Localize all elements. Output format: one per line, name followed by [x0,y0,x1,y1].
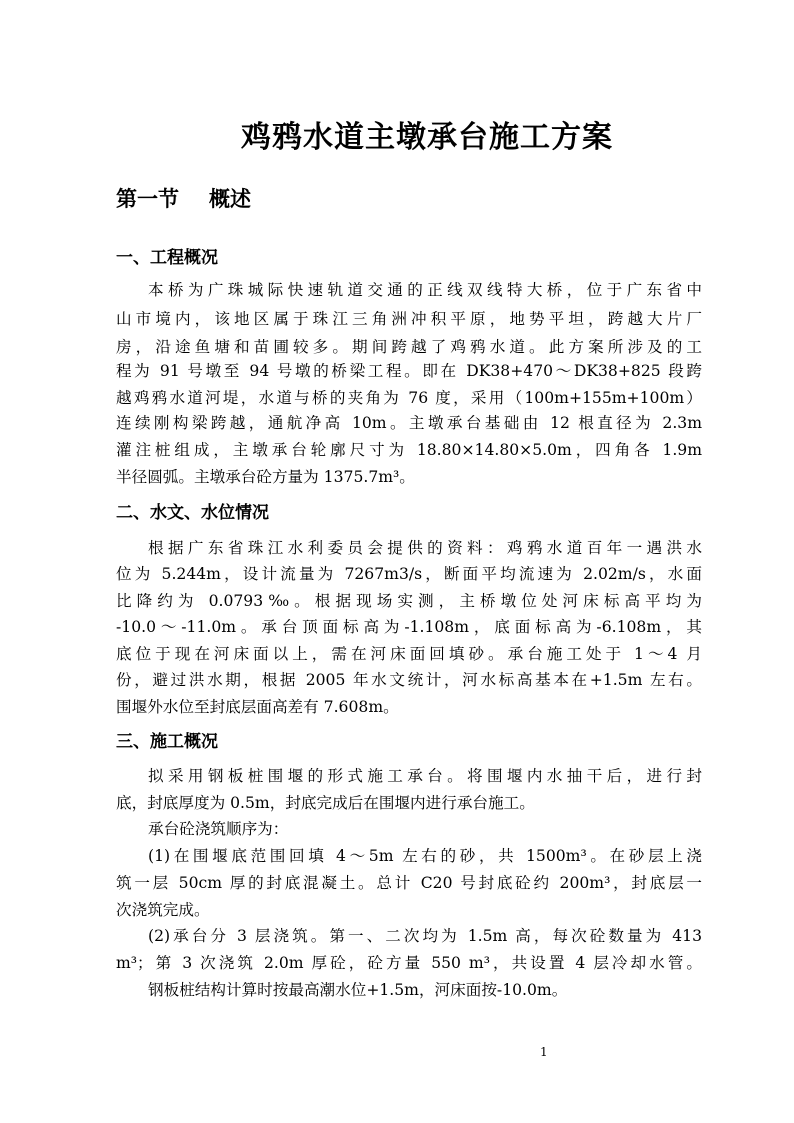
paragraph-line: 筑一层 50cm 厚的封底混凝土。总计 C20 号封底砼约 200m³，封底层一 [116,874,702,892]
heading-construction-overview: 三、施工概况 [116,732,218,752]
paragraph-line: 比降约为 0.0793‰。根据现场实测，主桥墩位处河床标高平均为 [116,592,702,610]
paragraph-line: (1)在围堰底范围回填 4～5m 左右的砂，共 1500m³。在砂层上浇 [148,847,702,865]
paragraph-line: 本桥为广珠城际快速轨道交通的正线双线特大桥，位于广东省中 [148,281,702,299]
paragraph-line: 连续刚构梁跨越，通航净高 10m。主墩承台基础由 12 根直径为 2.3m [116,414,702,432]
paragraph-line: 底，封底厚度为 0.5m，封底完成后在围堰内进行承台施工。 [116,794,535,812]
section-heading [116,184,251,214]
paragraph-line: (2)承台分 3 层浇筑。第一、二次均为 1.5m 高，每次砼数量为 413 [148,927,702,945]
paragraph-line: 围堰外水位至封底层面高差有 7.608m。 [116,698,399,716]
paragraph-line: 位为 5.244m，设计流量为 7267m3/s，断面平均流速为 2.02m/s，水面 [116,565,702,583]
paragraph-line: 份，避过洪水期，根据 2005 年水文统计，河水标高基本在+1.5m 左右。 [116,671,702,689]
paragraph-line: 山市境内，该地区属于珠江三角洲冲积平原，地势平坦，跨越大片厂 [116,310,702,328]
paragraph-line: 钢板桩结构计算时按最高潮水位+1.5m，河床面按-10.0m。 [148,981,568,999]
paragraph-line: 灌注桩组成，主墩承台轮廓尺寸为 18.80×14.80×5.0m，四角各 1.9m [116,441,702,459]
section-number: 第一节 [116,186,179,211]
paragraph-line: 拟采用钢板桩围堰的形式施工承台。将围堰内水抽干后，进行封 [148,767,702,785]
paragraph-line: 程为 91 号墩至 94 号墩的桥梁工程。即在 DK38+470～DK38+825 段跨 [116,362,702,380]
document-title: 鸡鸦水道主墩承台施工方案 [241,120,613,155]
paragraph-line: 越鸡鸦水道河堤，水道与桥的夹角为 76 度，采用（100m+155m+100m） [116,389,702,407]
paragraph-line: -10.0～-11.0m。承台顶面标高为-1.108m，底面标高为-6.108m，其 [116,618,702,636]
section-name: 概述 [209,186,251,211]
paragraph-line: 底位于现在河床面以上，需在河床面回填砂。承台施工处于 1～4 月 [116,645,702,663]
heading-project-overview: 一、工程概况 [116,248,218,268]
paragraph-line: 房，沿途鱼塘和苗圃较多。期间跨越了鸡鸦水道。此方案所涉及的工 [116,338,702,356]
paragraph-line: 承台砼浇筑顺序为： [148,820,289,838]
heading-hydrology: 二、水文、水位情况 [116,503,269,523]
paragraph-line: 次浇筑完成。 [116,901,210,919]
paragraph-line: m³；第 3 次浇筑 2.0m 厚砼，砼方量 550 m³，共设置 4 层冷却水管。 [116,954,702,972]
page-number: 1 [540,1045,548,1059]
paragraph-line: 半径圆弧。主墩承台砼方量为 1375.7m³。 [116,468,415,486]
paragraph-line: 根据广东省珠江水利委员会提供的资料：鸡鸦水道百年一遇洪水 [148,539,702,557]
